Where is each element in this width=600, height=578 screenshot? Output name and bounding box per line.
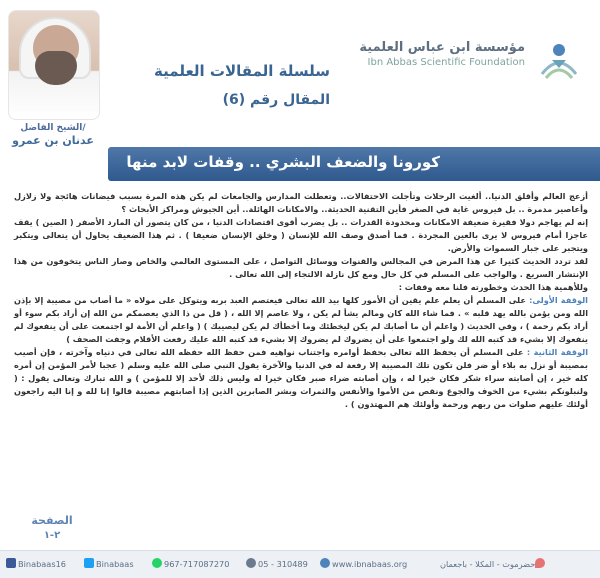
- footer-phone[interactable]: 05 - 310489: [246, 558, 308, 569]
- article-title-bar: [108, 147, 600, 181]
- facebook-icon: [6, 558, 16, 568]
- page-value: ٢-١: [43, 530, 61, 541]
- stop-two-label: الوقفة الثانية :: [526, 347, 589, 357]
- globe-icon: [320, 558, 330, 568]
- article-body: [14, 190, 588, 411]
- paragraph: لقد تردد الحديث كثيرا عن هذا المرض في المجالس والقنوات ووسائل التواصل ، على المستوى العالمي والخاص وصار الناس يتخوفون من هذا الإنتشار السريع . والواجب على المسلم في كل حال ومع كل نازلة الالتجاء إلى الله تعالى .: [14, 256, 588, 279]
- phone-icon: [246, 558, 256, 568]
- twitter-icon: [84, 558, 94, 568]
- stop-one-text: على المسلم أن يعلم علم يقين أن الأمور كلها بيد الله تعالى فيعتصم العبد بربه ويتوكل على مولاه « ما أصاب من مصيبة إلا بإذن الله ومن يؤمن بالله يهد قلبه » . فما شاء الله كان ومالم يشأ لم يكن ، ولا عاصم إلا الله ، ( قل من ذا الذي يعصمكم من الله إن أراد بكم سوء أو أراد بكم رحمة ) ، وفي الحديث ( واعلم أن ما أصابك لم يكن ليخطئك وما أخطأك لم يكن ليصيبك ) ( واعلم أن الأمة لو اجتمعت على أن ينفعوك لم ينفعوك إلا بشيء قد كتبه الله لك ولو اجتمعوا على أن يضروك لم يضروك إلا بشيء قد كتبه الله عليك رفعت الأقلام وجفت الصحف ): [14, 295, 588, 344]
- stop-one-label: الوقفة الأولى:: [529, 295, 588, 305]
- paragraph: أزعج العالم وأقلق الدنيا.. ألغيت الرحلات وتأجلت الاحتفالات.. وتعطلت المدارس والجامعات لم يكن هذه المرة بسبب فيضانات هائجة ولا زلازل وأعاصير مدمرة .. بل فيروس غاية في الصغر فأين التقنية الحديثة.. والامكانات الهائلة.. أين الجيوش ومراكز الأبحاث ؟: [14, 191, 588, 214]
- whatsapp-icon: [152, 558, 162, 568]
- author-name-box: [2, 122, 104, 152]
- author-name: عدنان بن عمرو: [12, 134, 94, 147]
- series-box: [150, 62, 330, 108]
- footer: [0, 550, 600, 578]
- series-number: المقال رقم (6): [222, 92, 330, 108]
- stop-two-text: على المسلم أن يحفظ الله تعالى بحفظ أوامره واجتناب نواهيه فمن حفظ الله حفظه الله تعالى في دنياه وآخرته ، فإن أصيب بمصيبة أو نزل به بلاء أو ضر فلن تكون تلك المصيبة إلا رفعة له في الدنيا والآخرة يقول النبي صلى الله عليه وسلم ( عجبا لأمر المؤمن إن أمره كله خير ، إن أصابته سراء شكر فكان خيرا له ، وإن أصابته ضراء صبر فكان خيرا له وليس ذلك لأحد إلا للمؤمن ) و الله تبارك وتعالى يقول : ( ولنبلونكم بشيء من الخوف والجوع ونقص من الأموا والأنفس والثمرات وبشر الصابرين الذين إذا أصابتهم مصيبة قالوا إنا لله و إنا اليه راجعون أولئك عليهم صلوات من ربهم ورحمة وأولئك هم المهتدون ) .: [14, 347, 588, 409]
- paragraph: وللأهمية هذا الحدث وخطورته فلنا معه وقفات :: [398, 282, 588, 292]
- author-title: الشيخ الفاضل/: [20, 123, 86, 133]
- footer-whatsapp[interactable]: 967-717087270: [152, 558, 229, 569]
- article-title: كورونا والضعف البشري .. وقفات لابد منها: [126, 153, 440, 171]
- footer-twitter[interactable]: Binabaas: [84, 558, 134, 569]
- organization-name-arabic: مؤسسة ابن عباس العلمية: [359, 40, 525, 55]
- stop-two: [14, 346, 588, 411]
- organization-name-english: Ibn Abbas Scientific Foundation: [367, 57, 525, 68]
- footer-website[interactable]: www.ibnabaas.org: [320, 558, 407, 569]
- series-title: سلسلة المقالات العلمية: [154, 62, 330, 80]
- header: [0, 0, 600, 147]
- location-pin-icon: [535, 558, 545, 568]
- paragraph: إنه لم يهاجم دولا فقيرة ضعيفة الامكانات ومحدودة القدرات .. بل يضرب أقوى اقتصادات الدنيا ، من كان يتصور أن المارد الأصفر ( الصين ) يقف عاجزا أمام فيروس لا يرى بالعين المجردة . فما أصدق وصف الله للإنسان ( وخلق الإنسان ضعيفا ) . ثم هذا الضعيف يحاول أن يتعالى ويتكبر ويتجبر على جبار السموات والأرض.: [14, 217, 588, 253]
- page-label: الصفحة: [31, 514, 73, 527]
- stop-one: [14, 294, 588, 346]
- footer-facebook[interactable]: Binabaas16: [6, 558, 66, 569]
- foundation-logo-icon: [532, 34, 586, 88]
- footer-location: حضرموت - المكلا - باجعمان: [440, 558, 547, 569]
- page-number: [22, 514, 82, 541]
- author-photo: [8, 10, 100, 120]
- organization-box: [345, 40, 525, 68]
